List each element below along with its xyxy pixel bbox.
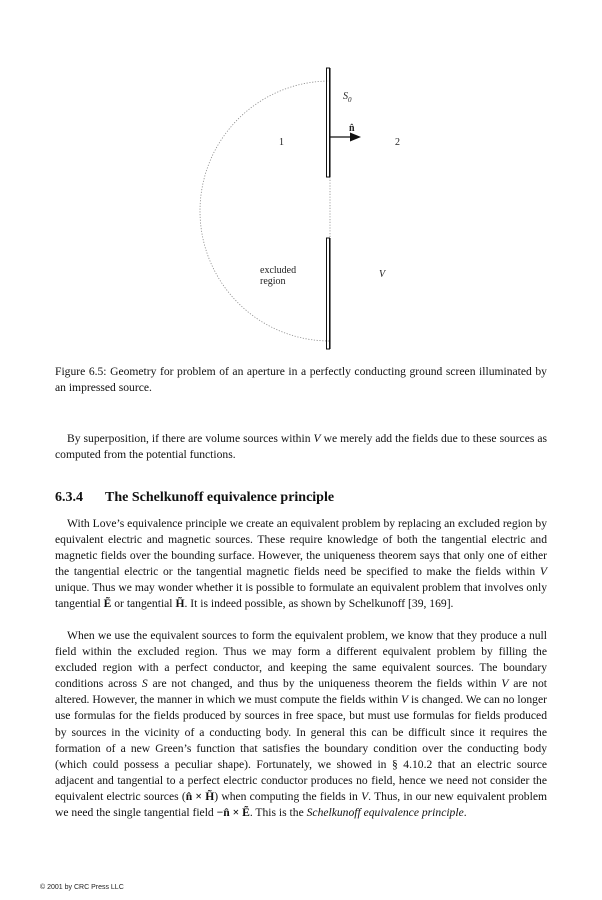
text-run: we merely add the fields due to these sources as computed from the potential functions.: [55, 432, 548, 462]
figure-caption: [55, 364, 547, 396]
math-v: V: [361, 789, 369, 803]
math-v: V: [400, 693, 409, 707]
text-run: When we use the equivalent sources to form the equivalent problem, we know that they produce a null field within the excluded region. Thus we may form a different equivalent problem by filling the excluded region with a perfect conductor, and keeping the same equivalent sources. The boundary conditions across: [55, 629, 547, 691]
s0-label: $S_0$: [343, 91, 352, 104]
text-run: With Love’s equivalence principle we create an equivalent problem by replacing an excluded region by equivalent electric and magnetic sources. These require knowledge of both the tangential electric and magnetic fields over the bounding surface. However, the uniqueness theorem says that only one of either the tangential electric or the tangential magnetic fields need be specified to make the fields within: [55, 517, 547, 579]
figure-svg: [195, 64, 415, 354]
math-v: V: [539, 565, 547, 579]
text-run: By superposition, if there are volume sources within: [67, 432, 314, 445]
math-e-tilde: Ẽ: [103, 597, 112, 611]
upper-screen-plate: [327, 68, 330, 177]
text-run: are not changed, and thus by the uniqueness theorem the fields within: [147, 677, 502, 691]
normal-vector-label: n̂: [349, 123, 355, 134]
aperture-geometry-figure: [195, 64, 415, 354]
section-number: 6.3.4: [55, 490, 83, 505]
math-s: S: [141, 677, 148, 691]
principle-term: Schelkunoff equivalence principle: [306, 806, 464, 820]
math-v: V: [501, 677, 509, 691]
text-run: . This is the: [249, 806, 307, 820]
region-2-label: 2: [395, 137, 400, 148]
text-run: is changed. We can no longer use formulas for the fields produced by sources in free space, but must use formulas for fields produced by sources in the vicinity of a conducting body. In general this can be difficult since it requires the formation of a new Green’s function that satisfies the boundary condition over the conducting body (which could possess a peculiar shape). Fortunately, we showed in § 4.10.2 that an electric source adjacent and tangential to a perfect electric conductor produces no field, hence we need not consider the equivalent electric sources (: [55, 693, 547, 803]
text-run: unique. Thus we may wonder whether it is possible to formulate an equivalent problem that involves only tangential: [55, 581, 547, 611]
text-run: are not altered. However, the manner in which we must compute the fields within: [55, 677, 548, 707]
lower-screen-plate: [327, 238, 330, 349]
caption-prefix: Figure 6.5:: [55, 365, 107, 378]
math-n-cross-h: n̂ × H̃: [185, 789, 215, 803]
schelkunoff-paragraph: [55, 628, 547, 821]
text-run: ) when computing the fields in: [214, 789, 362, 803]
math-h-tilde: H̃: [175, 597, 185, 611]
caption-text: Geometry for problem of an aperture in a perfectly conducting ground screen illuminated by an impressed source.: [55, 365, 547, 394]
section-heading: [55, 490, 547, 506]
text-run: or tangential: [111, 597, 176, 611]
math-n-cross-e: −n̂ × Ẽ: [216, 806, 250, 820]
superposition-paragraph: [55, 431, 547, 463]
excluded-region-boundary: [200, 81, 330, 341]
math-v: V: [313, 432, 321, 445]
copyright-footer: © 2001 by CRC Press LLC: [40, 884, 124, 891]
text-run: .: [463, 806, 467, 820]
region-1-label: 1: [279, 137, 284, 148]
excluded-label-line2: region: [260, 276, 286, 287]
section-title: The Schelkunoff equivalence principle: [105, 490, 335, 505]
text-run: . It is indeed possible, as shown by Schelkunoff [39, 169].: [184, 597, 454, 611]
v-region-label: V: [379, 269, 386, 280]
excluded-label-line1: excluded: [260, 265, 297, 276]
text-run: . Thus, in our new equivalent problem we need the single tangential field: [55, 789, 547, 820]
love-equivalence-paragraph: [55, 516, 547, 613]
